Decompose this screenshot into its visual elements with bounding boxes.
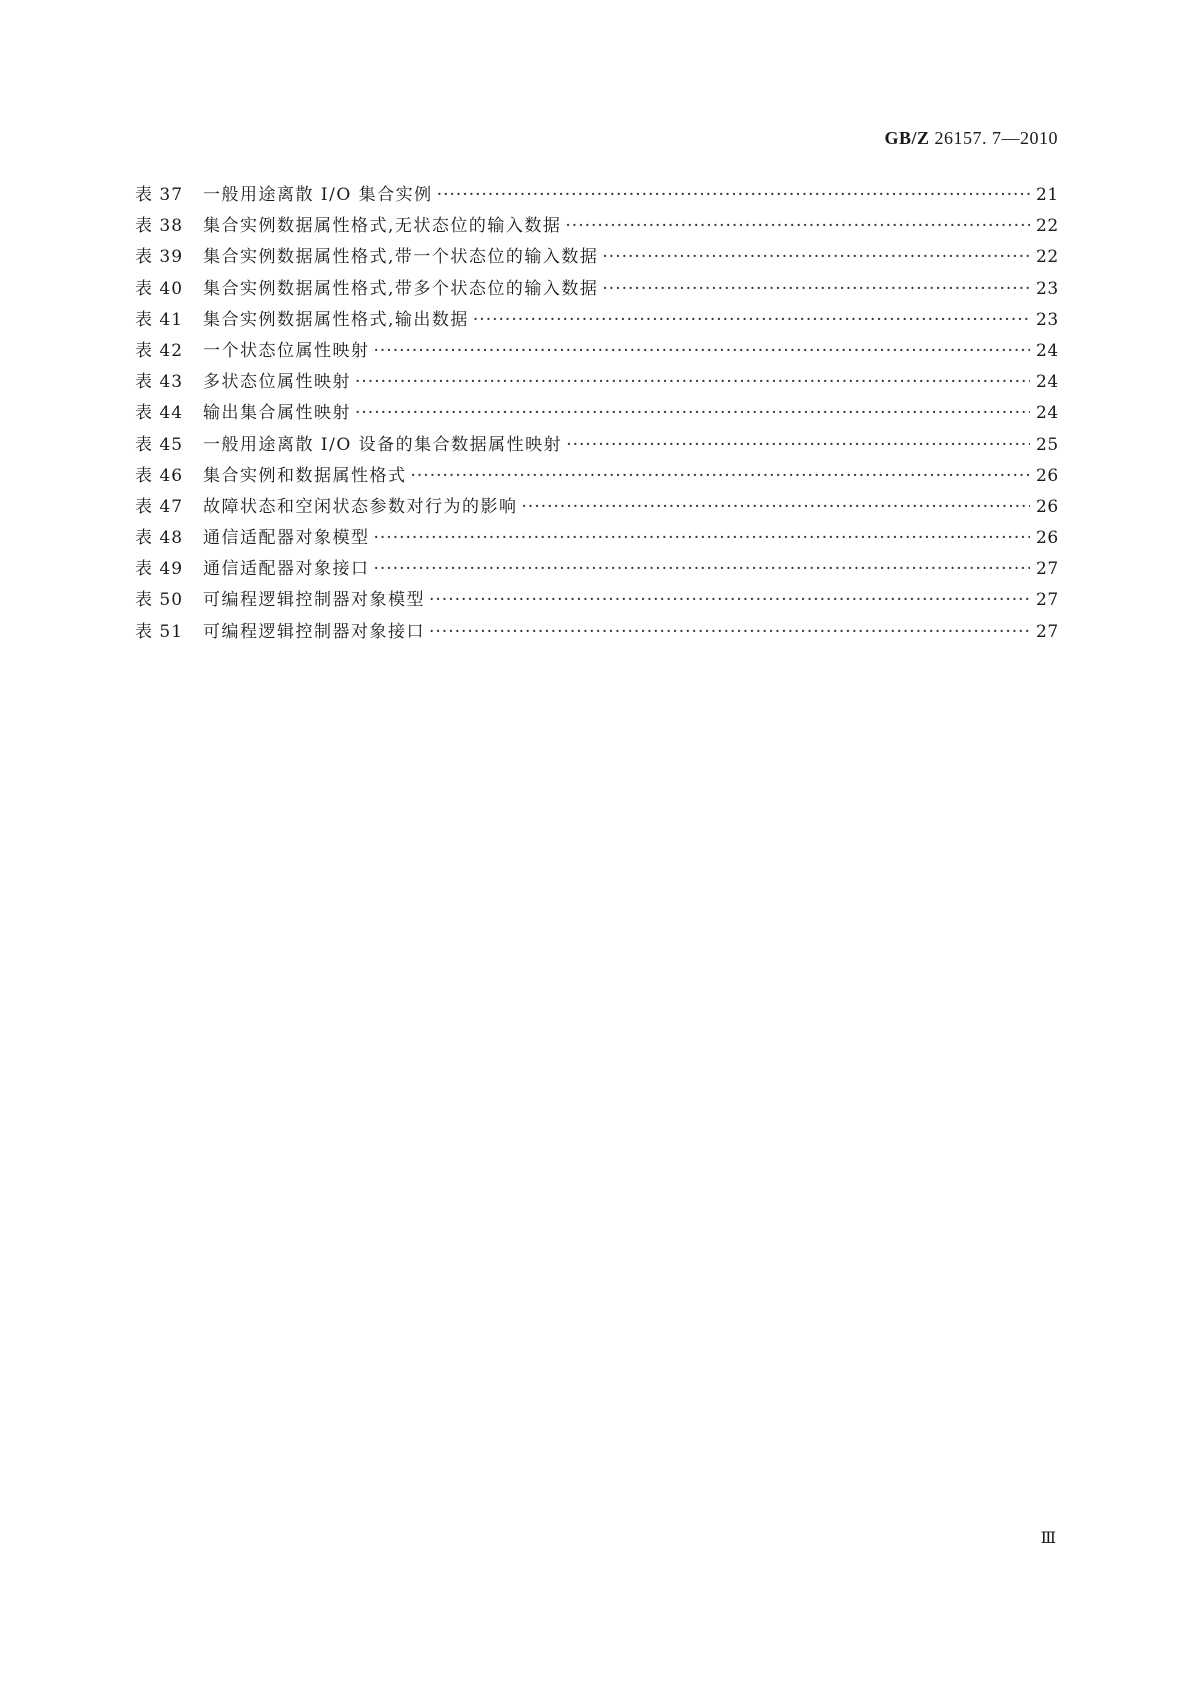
toc-entry-title: 可编程逻辑控制器对象接口	[203, 621, 425, 642]
toc-entry-label: 表 47	[135, 496, 184, 517]
toc-entry[interactable]	[135, 461, 1058, 492]
toc-entry-label: 表 51	[135, 621, 184, 642]
toc-entry-title: 一个状态位属性映射	[203, 340, 370, 361]
toc-entry-page: 22	[1036, 247, 1059, 268]
toc-entry[interactable]	[135, 305, 1058, 336]
toc-entry-label: 表 43	[135, 372, 184, 393]
toc-entry[interactable]	[135, 492, 1058, 523]
toc-entry[interactable]	[135, 336, 1058, 367]
toc-entry-label: 表 40	[135, 278, 184, 299]
toc-entry-title: 集合实例数据属性格式,无状态位的输入数据	[203, 216, 562, 237]
toc-entry-title: 集合实例数据属性格式,输出数据	[203, 309, 469, 330]
toc-entry-title: 集合实例数据属性格式,带一个状态位的输入数据	[203, 247, 599, 268]
toc-entry-title: 一般用途离散 I/O 集合实例	[203, 185, 433, 205]
toc-entry-title: 通信适配器对象接口	[203, 559, 370, 580]
toc-leader-dots	[355, 398, 1030, 429]
toc-entry-page: 22	[1036, 216, 1059, 237]
toc-entry-title: 输出集合属性映射	[203, 403, 351, 424]
document-code-prefix: GB/Z	[884, 128, 930, 148]
toc-entry-page: 23	[1036, 278, 1059, 299]
toc-entry-title: 一般用途离散 I/O 设备的集合数据属性映射	[203, 434, 563, 455]
toc-leader-dots	[565, 211, 1030, 242]
toc-leader-dots	[411, 461, 1031, 492]
toc-entry-page: 24	[1036, 403, 1059, 424]
toc-entry-label: 表 41	[135, 309, 184, 330]
document-code-number: 26157. 7—2010	[929, 128, 1058, 148]
toc-entry-label: 表 37	[135, 185, 184, 205]
toc-entry-label: 表 50	[135, 590, 184, 611]
toc-leader-dots	[602, 274, 1030, 305]
toc-entry-page: 26	[1036, 528, 1059, 549]
toc-entry-title: 多状态位属性映射	[203, 372, 351, 393]
toc-entry-label: 表 46	[135, 465, 184, 486]
toc-entry[interactable]	[135, 211, 1058, 242]
toc-leader-dots	[522, 492, 1031, 523]
toc-entry[interactable]	[135, 585, 1058, 616]
toc-leader-dots	[374, 523, 1031, 554]
toc-entry-page: 26	[1036, 465, 1059, 486]
toc-entry-label: 表 38	[135, 216, 184, 237]
toc-leader-dots	[602, 242, 1030, 273]
toc-entry[interactable]	[135, 554, 1058, 585]
toc-entry[interactable]	[135, 523, 1058, 554]
toc-entry-page: 27	[1036, 621, 1059, 642]
toc-leader-dots	[566, 430, 1030, 461]
toc-entry-title: 通信适配器对象模型	[203, 528, 370, 549]
toc-entry-label: 表 45	[135, 434, 184, 455]
toc-entry-page: 21	[1036, 185, 1059, 205]
toc-entry[interactable]	[135, 180, 1058, 211]
toc-entry-label: 表 49	[135, 559, 184, 580]
toc-entry-page: 23	[1036, 309, 1059, 330]
toc-leader-dots	[374, 336, 1031, 367]
toc-entry-title: 可编程逻辑控制器对象模型	[203, 590, 425, 611]
toc-leader-dots	[429, 585, 1030, 616]
page-number: Ⅲ	[1040, 1528, 1056, 1547]
toc-entry-page: 27	[1036, 590, 1059, 611]
toc-entry-title: 集合实例和数据属性格式	[203, 465, 407, 486]
toc-leader-dots	[437, 180, 1030, 211]
toc-entry[interactable]	[135, 242, 1058, 273]
toc-entry-label: 表 44	[135, 403, 184, 424]
toc-entry-page: 24	[1036, 372, 1059, 393]
document-code	[884, 128, 1058, 149]
toc-entry-title: 故障状态和空闲状态参数对行为的影响	[203, 496, 518, 517]
toc-entry-title: 集合实例数据属性格式,带多个状态位的输入数据	[203, 278, 599, 299]
toc-leader-dots	[374, 554, 1031, 585]
toc-leader-dots	[429, 617, 1030, 648]
toc-leader-dots	[355, 367, 1030, 398]
toc-entry[interactable]	[135, 398, 1058, 429]
toc-entry[interactable]	[135, 430, 1058, 461]
toc-entry-label: 表 42	[135, 340, 184, 361]
toc-entry[interactable]	[135, 367, 1058, 398]
toc-entry-page: 24	[1036, 340, 1059, 361]
toc-entry-page: 27	[1036, 559, 1059, 580]
table-of-contents	[135, 180, 1058, 648]
toc-entry[interactable]	[135, 617, 1058, 648]
toc-entry-label: 表 48	[135, 528, 184, 549]
toc-leader-dots	[473, 305, 1030, 336]
toc-entry[interactable]	[135, 274, 1058, 305]
toc-entry-page: 26	[1036, 496, 1059, 517]
toc-entry-label: 表 39	[135, 247, 184, 268]
toc-entry-page: 25	[1036, 434, 1059, 455]
